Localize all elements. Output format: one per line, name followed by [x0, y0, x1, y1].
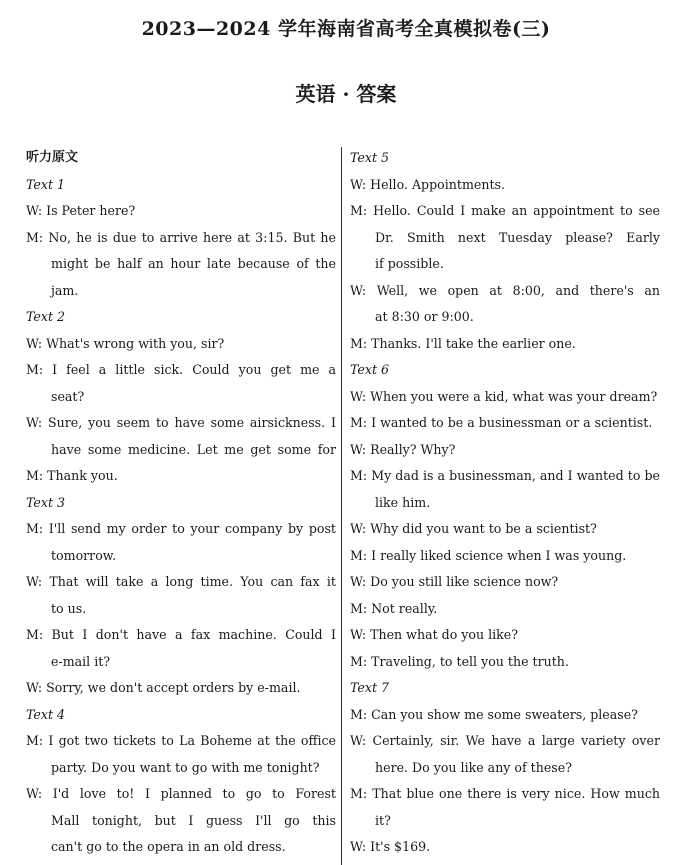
transcript-line: W: Certainly, sir. We have a large variety over [350, 733, 660, 748]
transcript-line: M: I feel a little sick. Could you get me a [26, 362, 336, 377]
text-label: Text 3 [26, 494, 66, 510]
transcript-line: M: That blue one there is very nice. How much [350, 786, 660, 801]
right-column [350, 145, 660, 861]
transcript-line: if possible. [375, 256, 444, 271]
transcript-line: W: Well, we open at 8:00, and there's an [350, 282, 660, 298]
transcript-line: W: Why did you want to be a scientist? [350, 521, 597, 536]
transcript-line: W: Sure, you seem to have some airsickness. I [26, 415, 336, 430]
transcript-line: M: I got two tickets to La Boheme at the office [26, 733, 336, 748]
column-divider [341, 147, 342, 865]
text-label: Text 7 [350, 680, 390, 695]
transcript-line: tomorrow. [51, 547, 117, 563]
transcript-line: seat? [51, 388, 85, 404]
transcript-line: W: Is Peter here? [26, 203, 136, 218]
transcript-line: W: Do you still like science now? [350, 574, 559, 589]
transcript-line: e-mail it? [51, 653, 111, 669]
left-column [26, 145, 336, 861]
transcript-line: at 8:30 or 9:00. [375, 309, 474, 324]
transcript-line: party. Do you want to go with me tonight? [51, 759, 320, 775]
transcript-line: W: That will take a long time. You can fax it [26, 574, 336, 589]
text-label: Text 6 [350, 362, 390, 377]
transcript-line: Dr. Smith next Tuesday please? Early [375, 229, 660, 245]
transcript-line: M: My dad is a businessman, and I wanted to be [350, 468, 660, 483]
transcript-line: W: I'd love to! I planned to go to Forest [26, 786, 336, 801]
transcript-line: have some medicine. Let me get some for [51, 441, 336, 457]
text-label: Text 4 [26, 706, 66, 722]
transcript-line: M: I'll send my order to your company by post [26, 521, 336, 536]
transcript-line: here. Do you like any of these? [375, 759, 572, 775]
transcript-line: M: I wanted to be a businessman or a scientist. [350, 415, 653, 430]
transcript-line: M: Traveling, to tell you the truth. [350, 653, 569, 669]
transcript-line: Mall tonight, but I guess I'll go this [51, 812, 336, 828]
text-label: Text 1 [26, 176, 66, 192]
transcript-line: M: No, he is due to arrive here at 3:15. But he [26, 229, 336, 245]
transcript-line: might be half an hour late because of the [51, 256, 336, 271]
transcript-line: M: Thank you. [26, 468, 118, 483]
text-label: Text 5 [350, 150, 390, 165]
transcript-line: M: Can you show me some sweaters, please? [350, 706, 638, 722]
transcript-line: M: But I don't have a fax machine. Could I [26, 627, 336, 642]
transcript-line: to us. [51, 600, 87, 616]
transcript-line: W: Then what do you like? [350, 627, 518, 642]
transcript-line: M: I really liked science when I was young. [350, 547, 627, 563]
transcript-line: W: What's wrong with you, sir? [26, 335, 225, 351]
transcript-line: like him. [375, 494, 431, 510]
transcript-line: W: It's $169. [350, 839, 431, 854]
transcript-line: W: Sorry, we don't accept orders by e-mail. [26, 680, 301, 695]
page-subtitle: 英语 · 答案 [295, 82, 397, 106]
page-title: 2023—2024 学年海南省高考全真模拟卷(三) [141, 18, 551, 40]
transcript-line: can't go to the opera in an old dress. [51, 839, 286, 854]
transcript-line: W: Really? Why? [350, 441, 456, 457]
transcript-line: jam. [51, 282, 79, 298]
transcript-line: W: When you were a kid, what was your dream? [350, 388, 658, 404]
transcript-line: M: Hello. Could I make an appointment to see [350, 203, 660, 218]
transcript-line: it? [375, 812, 391, 828]
text-label: Text 2 [26, 309, 66, 324]
section-heading: 听力原文 [26, 150, 79, 165]
transcript-line: W: Hello. Appointments. [350, 176, 505, 192]
transcript-line: M: Not really. [350, 600, 438, 616]
transcript-line: M: Thanks. I'll take the earlier one. [350, 335, 576, 351]
